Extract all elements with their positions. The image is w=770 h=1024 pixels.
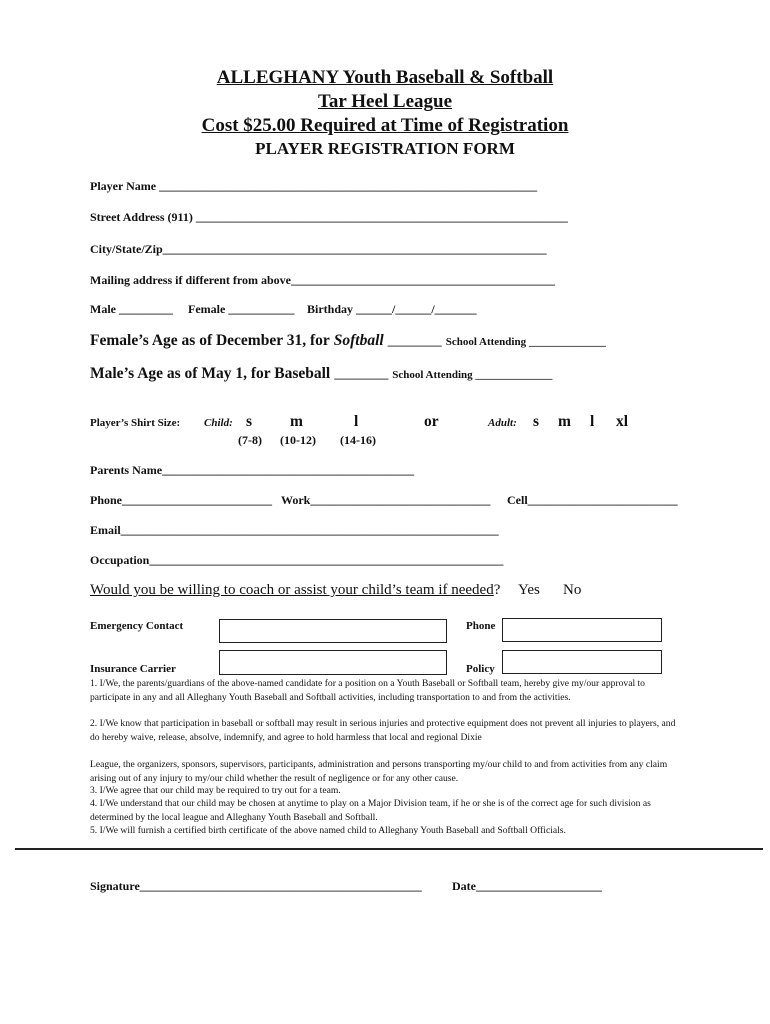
adult-label: Adult:: [488, 417, 517, 429]
emergency-contact-input[interactable]: [219, 619, 447, 643]
adult-size-s[interactable]: s: [533, 413, 540, 430]
email-field[interactable]: Email_______________________________________________________________: [90, 523, 499, 537]
coach-question-mark: ?: [493, 582, 501, 598]
male-age-label: Male’s Age as of May 1, for Baseball: [90, 365, 331, 382]
female-field[interactable]: Female ___________: [188, 302, 295, 316]
terms-paragraph-1: 1. I/We, the parents/guardians of the above-named candidate for a position on a Youth Baseball or Softball team, hereby give my/our approval to participate in any and all Alleghany Youth Baseball and Softball activities, including transportation to and from the activities.: [90, 678, 645, 703]
child-size-s[interactable]: s: [246, 413, 253, 430]
coach-question: Would you be willing to coach or assist your child’s team if needed: [90, 582, 494, 598]
female-school-field[interactable]: School Attending ______________: [445, 336, 606, 348]
cell-field[interactable]: Cell_________________________: [507, 493, 678, 507]
child-range-s: (7-8): [238, 433, 262, 447]
male-school-field[interactable]: School Attending ______________: [392, 369, 553, 381]
occupation-field[interactable]: Occupation___________________________________________________________: [90, 553, 504, 567]
form-title: PLAYER REGISTRATION FORM: [255, 139, 515, 158]
adult-size-xl[interactable]: xl: [616, 413, 629, 430]
adult-size-m[interactable]: m: [558, 413, 571, 430]
male-age-blank[interactable]: _________: [334, 367, 389, 381]
terms-paragraph-3: League, the organizers, sponsors, supervisors, participants, administration and persons transporting my/our child to and from activities from any claim arising out of any injury to my/our child whether the result of negligence or for any other cause.: [90, 759, 668, 784]
birthday-field[interactable]: Birthday ______/______/_______: [307, 302, 477, 316]
emergency-phone-input[interactable]: [502, 618, 662, 642]
policy-label: Policy: [466, 663, 495, 675]
work-field[interactable]: Work______________________________: [281, 493, 491, 507]
female-age-blank[interactable]: _________: [387, 334, 442, 348]
policy-input[interactable]: [502, 650, 662, 674]
divider-line: [15, 848, 763, 850]
insurance-carrier-label: Insurance Carrier: [90, 663, 176, 675]
date-field[interactable]: Date_____________________: [452, 879, 602, 893]
mailing-address-field[interactable]: Mailing address if different from above____________________________________________: [90, 273, 555, 287]
male-age-row: [90, 365, 552, 383]
header-league: Tar Heel League: [317, 91, 453, 112]
female-age-sport: Softball: [333, 332, 384, 349]
child-range-l: (14-16): [340, 433, 376, 447]
coach-question-row: [90, 582, 500, 599]
city-state-zip-field[interactable]: City/State/Zip________________________________________________________________: [90, 242, 547, 256]
player-name-field[interactable]: Player Name _______________________________________________________________: [90, 179, 538, 193]
child-size-l[interactable]: l: [354, 413, 359, 430]
signature-field[interactable]: Signature_______________________________________________: [90, 879, 422, 893]
shirt-size-label: Player’s Shirt Size:: [90, 417, 181, 429]
emergency-contact-label: Emergency Contact: [90, 620, 184, 632]
male-field[interactable]: Male _________: [90, 302, 173, 316]
header-cost: Cost $25.00 Required at Time of Registration: [201, 115, 569, 136]
coach-yes-option[interactable]: Yes: [518, 582, 540, 598]
phone-field[interactable]: Phone_________________________: [90, 493, 273, 507]
female-age-row: [90, 332, 606, 350]
child-label: Child:: [204, 417, 233, 429]
insurance-carrier-input[interactable]: [219, 650, 447, 675]
terms-paragraph-5: 4. I/We understand that our child may be chosen at anytime to play on a Major Division team, if he or she is of the correct age for such division as determined by the local league and Alleghany Youth Baseball and Softball.: [90, 798, 651, 823]
or-label: or: [424, 413, 439, 430]
terms-paragraph-2: 2. I/We know that participation in baseball or softball may result in serious injuries and protective equipment does not prevent all injuries to players, and do hereby waive, release, absolve, indemnify, and agree to hold harmless that local and regional Dixie: [90, 718, 676, 743]
coach-no-option[interactable]: No: [563, 582, 582, 598]
child-range-m: (10-12): [280, 433, 316, 447]
adult-size-l[interactable]: l: [590, 413, 595, 430]
street-address-field[interactable]: Street Address (911) ______________________________________________________________: [90, 210, 568, 224]
parents-name-field[interactable]: Parents Name__________________________________________: [90, 463, 415, 477]
female-age-label: Female’s Age as of December 31, for: [90, 332, 330, 349]
terms-paragraph-4: 3. I/We agree that our child may be required to try out for a team.: [90, 785, 341, 796]
phone-contact-label: Phone: [466, 620, 496, 632]
header-title: ALLEGHANY Youth Baseball & Softball: [216, 67, 554, 88]
terms-paragraph-6: 5. I/We will furnish a certified birth certificate of the above named child to Alleghany Youth Baseball and Softball Officials.: [90, 825, 566, 836]
child-size-m[interactable]: m: [290, 413, 303, 430]
